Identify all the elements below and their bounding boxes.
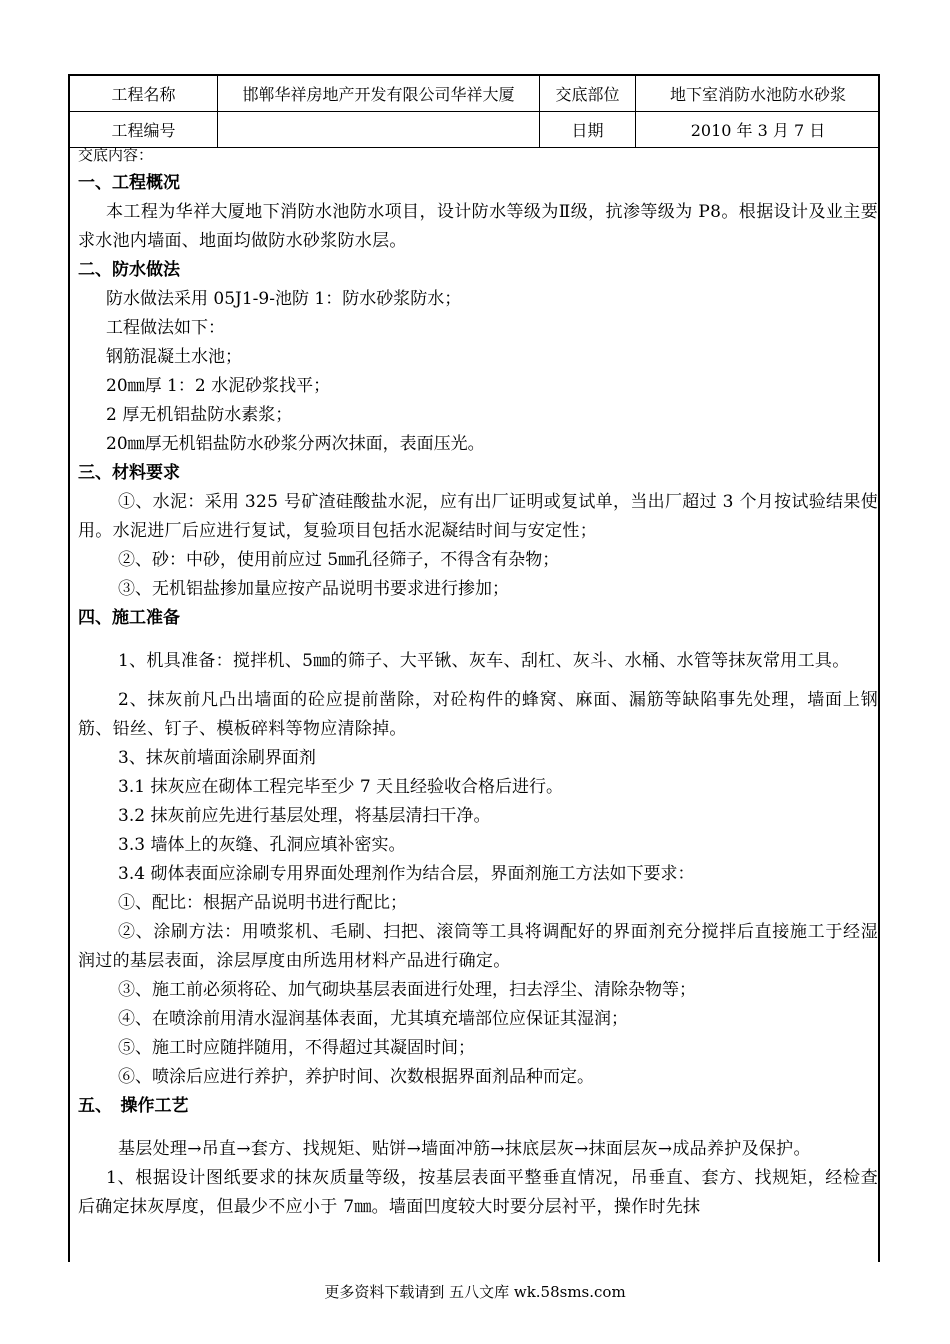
position-value: 地下室消防水池防水砂浆 (669, 85, 846, 104)
waterproofing-line: 20㎜厚 1：2 水泥砂浆找平； (106, 376, 331, 396)
preparation-item: ①、配比：根据产品说明书进行配比； (118, 893, 407, 913)
waterproofing-line: 钢筋混凝土水池； (106, 347, 242, 367)
waterproofing-line: 20㎜厚无机铝盐防水砂浆分两次抹面，表面压光。 (106, 434, 485, 454)
header-row-2 (70, 112, 878, 148)
footer-note: 更多资料下载请到 五八文库 wk.58sms.com (324, 1283, 626, 1301)
preparation-item: 1、机具准备：搅拌机、5㎜的筛子、大平锹、灰车、刮杠、灰斗、水桶、水管等抹灰常用工具。 (118, 651, 850, 671)
materials-item: ③、无机铝盐掺加量应按产品说明书要求进行掺加； (118, 579, 509, 599)
project-name-value: 邯郸华祥房地产开发有限公司华祥大厦 (218, 76, 540, 111)
materials-item: ①、水泥：采用 325 号矿渣硅酸盐水泥，应有出厂证明或复试单，当出厂超过 3 个月按试验结果使用。水泥进厂后应进行复试，复验项目包括水泥凝结时间与安定性； (78, 492, 878, 541)
waterproofing-line: 2 厚无机铝盐防水素浆； (106, 405, 293, 425)
preparation-item: ⑥、喷涂后应进行养护，养护时间、次数根据界面剂品种而定。 (118, 1067, 594, 1087)
preparation-item: 2、抹灰前凡凸出墙面的砼应提前凿除，对砼构件的蜂窝、麻面、漏筋等缺陷事先处理，墙面上钢筋、铅丝、钉子、模板碎料等物应清除掉。 (78, 690, 878, 739)
preparation-item: 3.4 砌体表面应涂刷专用界面处理剂作为结合层，界面剂施工方法如下要求： (118, 864, 695, 884)
preparation-item: 3、抹灰前墙面涂刷界面剂 (118, 748, 316, 768)
waterproofing-line: 工程做法如下： (106, 318, 225, 338)
content-label: 交底内容： (78, 146, 154, 164)
overview-paragraph: 本工程为华祥大厦地下消防水池防水项目，设计防水等级为Ⅱ级，抗渗等级为 P8。根据设计及业主要求水池内墙面、地面均做防水砂浆防水层。 (78, 202, 878, 251)
position-label: 交底部位 (540, 76, 636, 111)
preparation-item: ②、涂刷方法：用喷浆机、毛刷、扫把、滚筒等工具将调配好的界面剂充分搅拌后直接施工于经湿润过的基层表面，涂层厚度由所选用材料产品进行确定。 (78, 922, 878, 971)
section-title-materials: 三、材料要求 (78, 463, 180, 483)
waterproofing-line: 防水做法采用 05J1-9-池防 1：防水砂浆防水； (106, 289, 462, 309)
preparation-item: 3.3 墙体上的灰缝、孔洞应填补密实。 (118, 835, 406, 855)
disclosure-content (78, 145, 878, 1222)
preparation-item: 3.1 抹灰应在砌体工程完毕至少 7 天且经验收合格后进行。 (118, 777, 564, 797)
section-title-overview: 一、工程概况 (78, 173, 180, 193)
preparation-item: ⑤、施工时应随拌随用，不得超过其凝固时间； (118, 1038, 475, 1058)
project-no-value (218, 112, 540, 147)
preparation-item: ③、施工前必须将砼、加气砌块基层表面进行处理，扫去浮尘、清除杂物等； (118, 980, 696, 1000)
header-row-1 (70, 76, 878, 112)
preparation-item: 3.2 抹灰前应先进行基层处理，将基层清扫干净。 (118, 806, 491, 826)
section-title-process: 五、 操作工艺 (78, 1096, 189, 1116)
process-step: 1、根据设计图纸要求的抹灰质量等级，按基层表面平整垂直情况，吊垂直、套方、找规矩，经检查后确定抹灰厚度，但最少不应小于 7㎜。墙面凹度较大时要分层衬平，操作时先抹 (78, 1168, 878, 1217)
section-title-waterproofing: 二、防水做法 (78, 260, 180, 280)
section-title-preparation: 四、施工准备 (78, 608, 180, 628)
materials-item: ②、砂：中砂，使用前应过 5㎜孔径筛子，不得含有杂物； (118, 550, 560, 570)
process-flow: 基层处理→吊直→套方、找规矩、贴饼→墙面冲筋→抹底层灰→抹面层灰→成品养护及保护。 (118, 1139, 811, 1159)
date-label: 日期 (540, 112, 636, 147)
preparation-item: ④、在喷涂前用清水湿润基体表面，尤其填充墙部位应保证其湿润； (118, 1009, 628, 1029)
project-name-label: 工程名称 (70, 76, 218, 111)
project-no-label: 工程编号 (70, 112, 218, 147)
date-value: 2010 年 3 月 7 日 (690, 121, 826, 140)
